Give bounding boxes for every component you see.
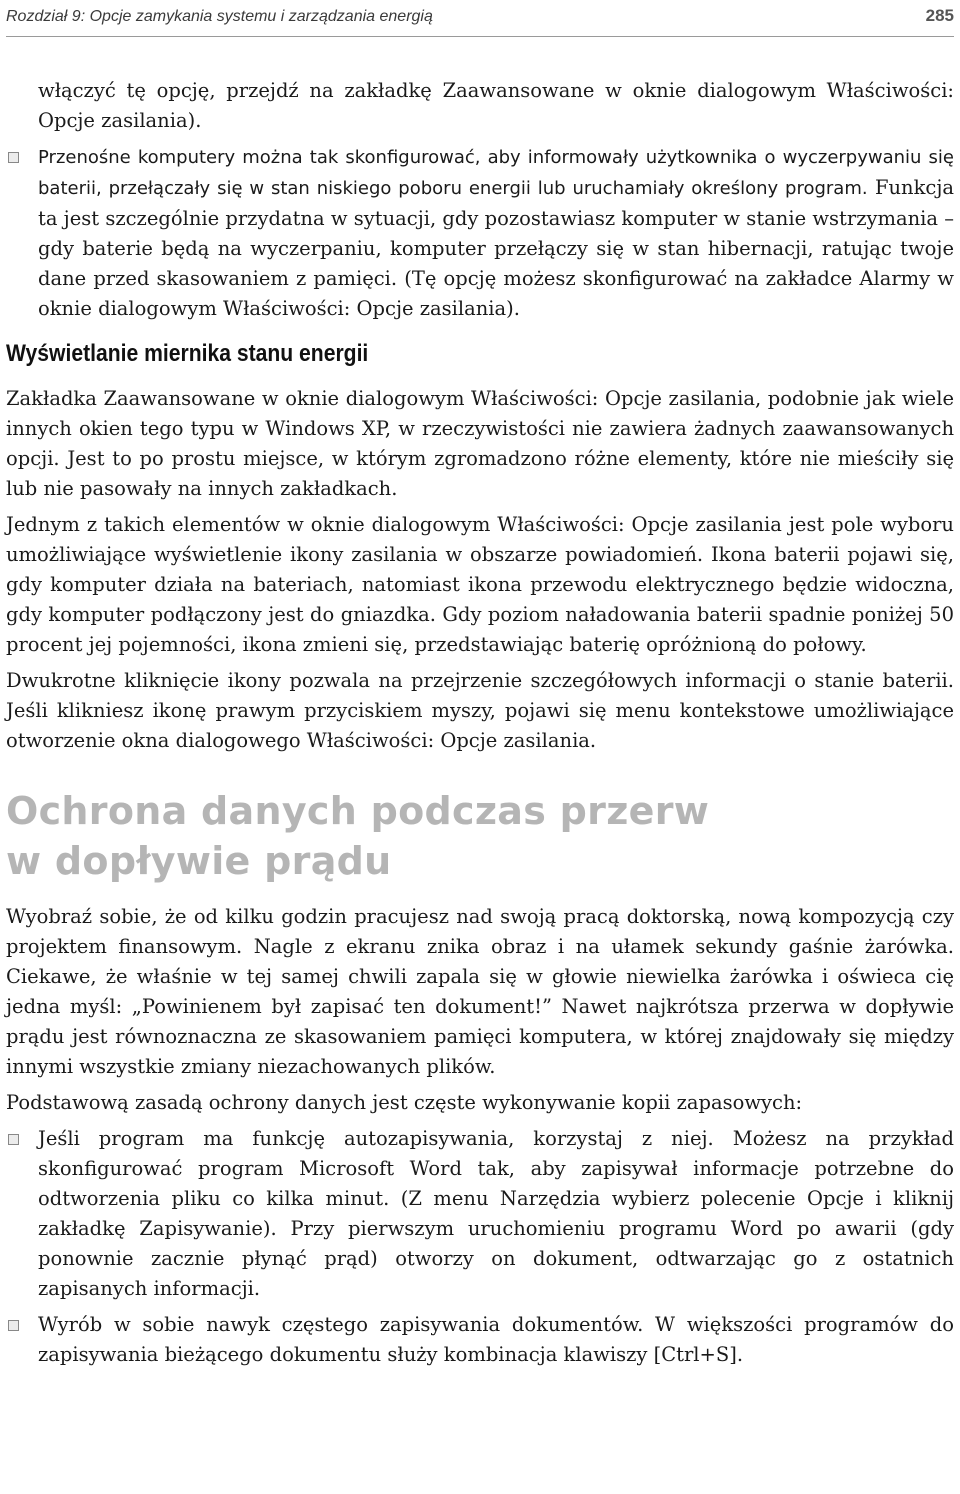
intro-continuation: włączyć tę opcję, przejdź na zakładkę Zaawansowane w oknie dialogowym Właściwości: Opcje zasilania). xyxy=(38,79,954,132)
page-content xyxy=(6,76,954,1376)
list-item xyxy=(6,1310,954,1370)
page-number: 285 xyxy=(925,6,954,25)
square-bullet-icon xyxy=(8,1320,19,1331)
section-heading-line: Ochrona danych podczas przerw xyxy=(6,789,710,833)
subsection-heading: Wyświetlanie miernika stanu energii xyxy=(6,340,369,367)
paragraph: Wyobraź sobie, że od kilku godzin pracujesz nad swoją pracą doktorską, nową kompozycją czy projektem finansowym. Nagle z ekranu znika obraz i na ułamek sekundy gaśnie żarówka. Ciekawe, że właśnie w tej samej chwili zapala się w głowie niewielka żarówka i oświeca cię jedna myśl: „Powinienem był zapisać ten dokument!” Nawet najkrótsza przerwa w dopływie prądu jest równoznaczna ze skasowaniem pamięci komputera, w której znajdowały się między innymi wszystkie zmiany niezachowanych plików. xyxy=(6,905,954,1078)
bullet-text-sans: Przenośne komputery można tak skonfigurować, aby informowały użytkownika o wyczerpywaniu się baterii, przełączały się w stan niskiego poboru energii lub uruchamiały określony program. xyxy=(38,147,954,199)
paragraph: Dwukrotne kliknięcie ikony pozwala na przejrzenie szczegółowych informacji o stanie baterii. Jeśli klikniesz ikonę prawym przyciskiem myszy, pojawi się menu kontekstowe umożliwiające otworzenie okna dialogowego Właściwości: Opcje zasilania. xyxy=(6,669,954,752)
bullet-text: Wyrób w sobie nawyk częstego zapisywania dokumentów. W większości programów do zapisywania bieżącego dokumentu służy kombinacja klawiszy [Ctrl+S]. xyxy=(38,1313,954,1366)
section-heading-line: w dopływie prądu xyxy=(6,839,392,883)
list-item xyxy=(6,142,954,324)
running-header xyxy=(6,4,954,37)
paragraph: Podstawową zasadą ochrony danych jest częste wykonywanie kopii zapasowych: xyxy=(6,1091,803,1114)
bullet-text-serif: Funkcja ta jest szczególnie przydatna w sytuacji, gdy pozostawiasz komputer w stanie wstrzymania – gdy baterie będą na wyczerpaniu, komputer przełączy się w stan hibernacji, ratując twoje dane przed skasowaniem z pamięci. (Tę opcję możesz skonfigurować na zakładce Alarmy w oknie dialogowym Właściwości: Opcje zasilania). xyxy=(38,176,954,320)
square-bullet-icon xyxy=(8,1134,19,1145)
square-bullet-icon xyxy=(8,152,19,163)
chapter-title: Rozdział 9: Opcje zamykania systemu i zarządzania energią xyxy=(6,8,433,25)
paragraph: Zakładka Zaawansowane w oknie dialogowym Właściwości: Opcje zasilania, podobnie jak wiele innych okien tego typu w Windows XP, w rzeczywistości nie zawiera żadnych zaawansowanych opcji. Jest to po prostu miejsce, w którym zgromadzono różne elementy, które nie mieściły się lub nie pasowały na innych zakładkach. xyxy=(6,387,954,500)
section-heading xyxy=(6,786,954,886)
backup-bullet-list xyxy=(6,1124,954,1370)
list-item xyxy=(6,1124,954,1304)
bullet-text: Jeśli program ma funkcję autozapisywania, korzystaj z niej. Możesz na przykład skonfigurować program Microsoft Word tak, aby zapisywał informacje potrzebne do odtworzenia pliku co kilka minut. (Z menu Narzędzia wybierz polecenie Opcje i kliknij zakładkę Zapisywanie). Przy pierwszym uruchomieniu programu Word po awarii (gdy ponownie zacznie płynąć prąd) otworzy on dokument, odtwarzając go z ostatnich zapisanych informacji. xyxy=(38,1127,954,1300)
paragraph: Jednym z takich elementów w oknie dialogowym Właściwości: Opcje zasilania jest pole wyboru umożliwiające wyświetlenie ikony zasilania w obszarze powiadomień. Ikona baterii pojawi się, gdy komputer działa na bateriach, natomiast ikona przewodu elektrycznego będzie widoczna, gdy komputer podłączony jest do gniazdka. Gdy poziom naładowania baterii spadnie poniżej 50 procent jej pojemności, ikona zmieni się, przedstawiając baterię opróżnioną do połowy. xyxy=(6,513,954,656)
portable-bullet-list xyxy=(6,142,954,324)
